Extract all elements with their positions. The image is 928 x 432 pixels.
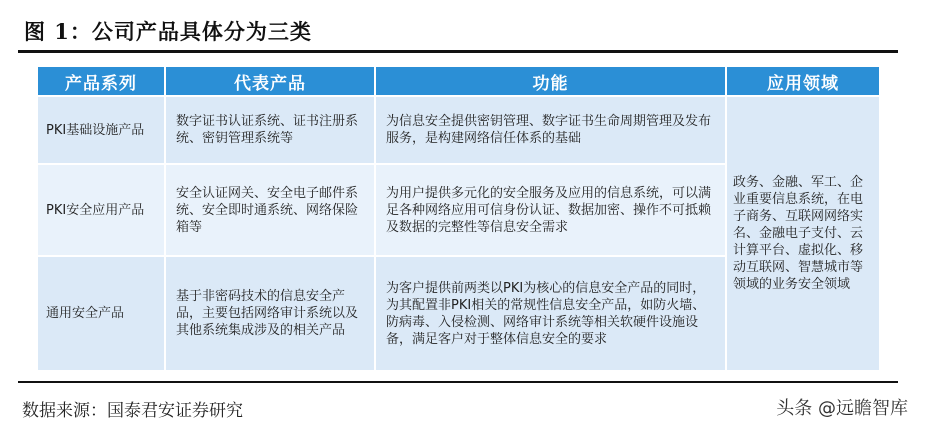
row2-function [376,165,725,255]
application-text: 政务、金融、军工、企业重要信息系统，在电子商务、互联网网络实名、金融电子支付、云计算平台、虚拟化、移动互联网、智慧城市等领域的业务安全领域 [733,175,864,292]
top-rule [18,50,898,53]
row3-function [376,257,725,370]
row2-products-text: 安全认证网关、安全电子邮件系统、安全即时通系统、网络保险箱等 [176,185,359,235]
watermark: 头条 @远瞻智库 [776,398,908,419]
product-table [38,67,879,370]
row1-products-text: 数字证书认证系统、证书注册系统、密钥管理系统等 [176,114,359,146]
data-source: 数据来源：国泰君安证券研究 [22,401,243,421]
row2-series-text: PKI安全应用产品 [46,202,145,218]
bottom-rule [18,381,898,383]
header-series: 产品系列 [38,67,164,95]
row2-function-text: 为用户提供多元化的安全服务及应用的信息系统，可以满足各种网络应用可信身份认证、数据加密、操作不可抵赖及数据的完整性等信息安全需求 [386,185,712,235]
row1-products [166,97,374,163]
row2-products [166,165,374,255]
figure-title: 图 1：公司产品具体分为三类 [24,19,312,44]
row3-products [166,257,374,370]
header-products: 代表产品 [166,67,374,95]
row3-series [38,257,164,370]
row1-series [38,97,164,163]
row1-function-text: 为信息安全提供密钥管理、数字证书生命周期管理及发布服务，是构建网络信任体系的基础 [386,114,712,146]
header-application: 应用领域 [727,67,879,95]
header-function: 功能 [376,67,725,95]
application-cell [727,97,879,370]
row3-function-text: 为客户提供前两类以PKI为核心的信息安全产品的同时，为其配置非PKI相关的常规性信息安全产品，如防火墙、防病毒、入侵检测、网络审计系统等相关软硬件设施设备，满足客户对于整体信息安全的要求 [386,280,706,347]
row3-series-text: 通用安全产品 [46,306,125,321]
row2-series [38,165,164,255]
row1-series-text: PKI基础设施产品 [46,122,145,138]
row1-function [376,97,725,163]
row3-products-text: 基于非密码技术的信息安全产品，主要包括网络审计系统以及其他系统集成涉及的相关产品 [176,289,359,338]
